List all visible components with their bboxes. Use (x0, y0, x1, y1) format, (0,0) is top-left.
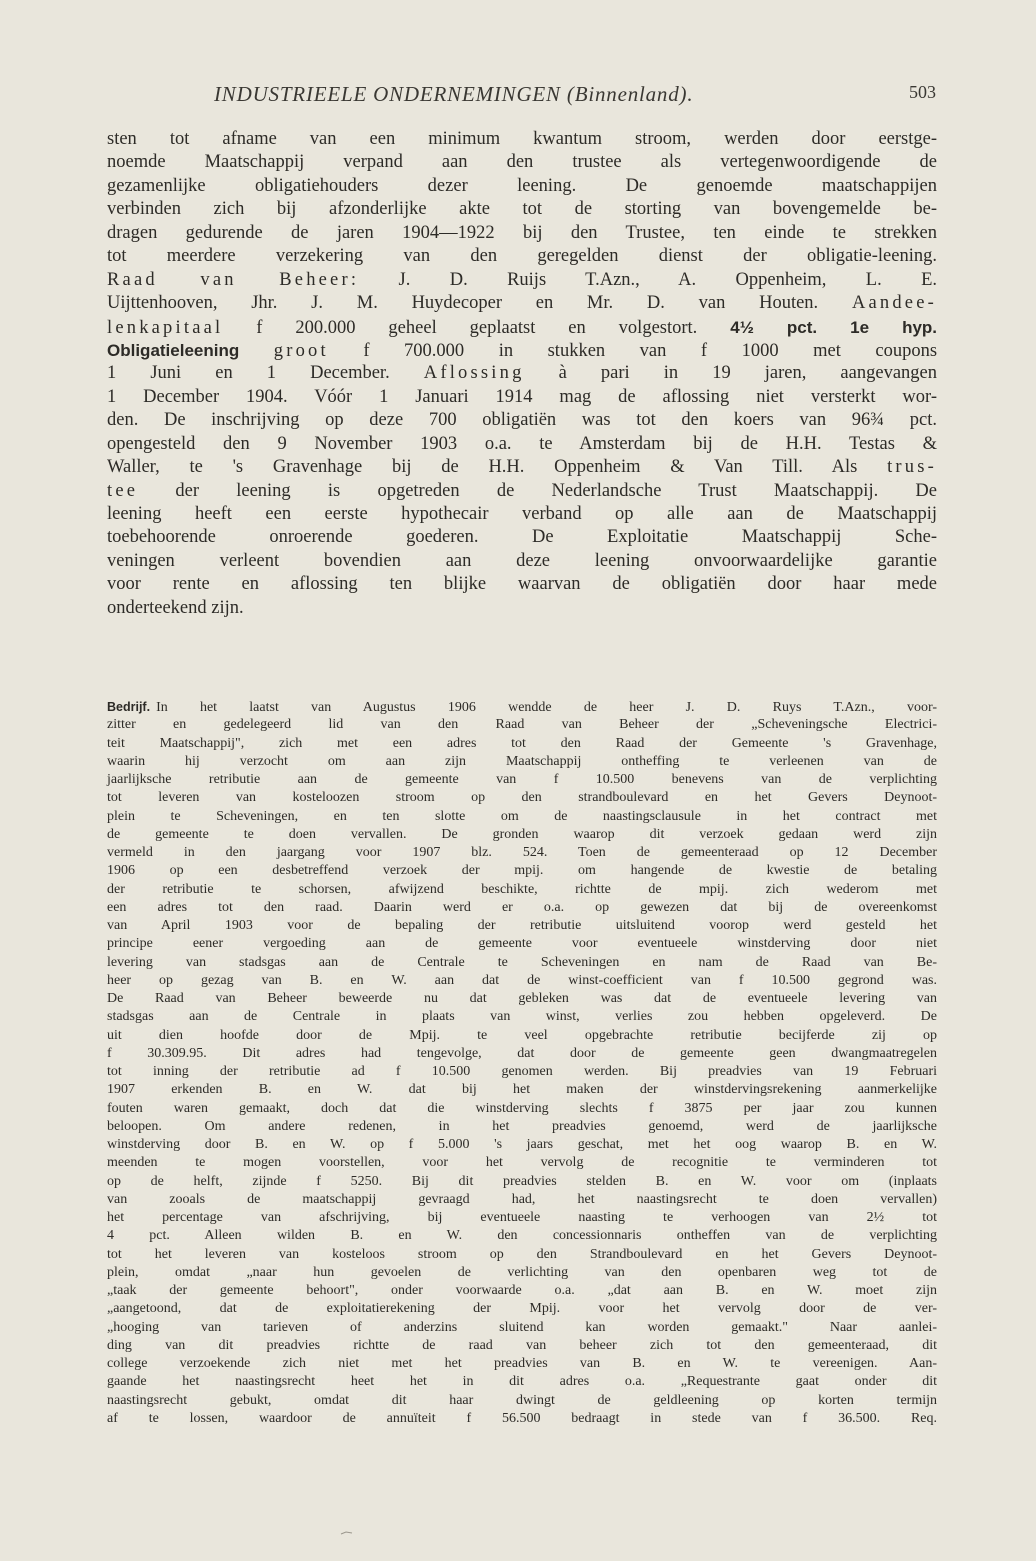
text-line-small: zitter en gedelegeerd lid van den Raad van Beheer der „Scheveningsche Electrici- (107, 717, 937, 733)
text-line: den. De inschrijving op deze 700 obligatiën was tot den koers van 96¾ pct. (107, 410, 937, 431)
text-line: voor rente en aflossing ten blijke waarvan de obligatiën door haar mede (107, 574, 937, 595)
text-line: tot meerdere verzekering van den geregelden dienst der obligatie-leening. (107, 246, 937, 267)
text-line-small: stadsgas aan de Centrale in plaats van winst, verlies zou hebben opgeleverd. De (107, 1009, 937, 1025)
text-line: sten tot afname van een minimum kwantum stroom, werden door eerstge- (107, 129, 937, 149)
page-number: 503 (909, 82, 936, 102)
text-line-small: het percentage van afschrijving, bij eventueele naasting te verhoogen van 2½ tot (107, 1210, 937, 1225)
obligatieleening-heading: Obligatieleening (107, 340, 240, 360)
aflossing-value: à pari in 19 jaren, aangevangen (558, 363, 937, 384)
text-line-small: college verzoekende zich niet met het preadvies van B. en W. te vereenigen. Aan- (107, 1356, 937, 1371)
text-line (107, 480, 937, 503)
text-line-small: uit dien hoofde door de Mpij. te veel opgebrachte retributie becijferde zij op (107, 1027, 937, 1043)
text-line-small: ding van dit preadvies richtte de raad van beheer zich tot den gemeenteraad, dit (107, 1337, 937, 1353)
text-line: gezamenlijke obligatiehouders dezer leening. De genoemde maatschappijen (107, 175, 937, 196)
trustee-text: der leening is opgetreden de Nederlandsche Trust Maatschappij. De (175, 480, 937, 501)
text-line-small: „aangetoond, dat de exploitatierekening der Mpij. voor het vervolg door de ver- (107, 1301, 937, 1317)
text-line-small: De Raad van Beheer beweerde nu dat gebleken was dat de eventueele levering van (107, 991, 937, 1006)
text-line (107, 292, 937, 315)
text-line (107, 339, 937, 362)
text-line: leening heeft een eerste hypothecair verband op alle aan de Maatschappij (107, 504, 937, 524)
text-line: 1 December 1904. Vóór 1 Januari 1914 mag de aflossing niet versterkt wor- (107, 386, 937, 407)
kapitaal-value: f 200.000 geheel geplaatst en volgestort. (256, 317, 698, 338)
text-line-small: af te lossen, waardoor de annuïteit f 56.500 bedraagt in stede van f 36.500. Req. (107, 1410, 937, 1426)
text-line-small: der retributie te schorsen, afwijzend beschikte, richtte de mpij. zich wederom met (107, 881, 937, 897)
text-line (107, 456, 937, 479)
text-line-small: meenden te mogen voorstellen, voor het vervolg de recognitie te verminderen tot (107, 1155, 937, 1171)
raad-van-beheer-label: Raad van Beheer: (107, 269, 360, 290)
text-line-small: levering van stadsgas aan de Centrale te Scheveningen en nam de Raad van Be- (107, 954, 937, 970)
text-line-small: tot het leveren van kosteloos stroom op den Strandboulevard en het Gevers Deynoot- (107, 1246, 937, 1262)
text-line-small: jaarlijksche retributie aan de gemeente van f 10.500 benevens van de verplichting (107, 772, 937, 787)
text-line (107, 362, 937, 385)
hyp-heading: 4½ pct. 1e hyp. (730, 317, 938, 337)
aflossing-label: Aflossing (423, 363, 525, 384)
running-title: INDUSTRIEELE ONDERNEMINGEN (Binnenland). (214, 82, 694, 106)
ink-speck (340, 1530, 354, 1536)
text-line-small: gaande het naastingsrecht heet het in dit adres o.a. „Requestrante gaat onder dit (107, 1374, 937, 1390)
main-paragraph (107, 128, 937, 620)
trustee-label-part1: trus- (887, 457, 937, 478)
page-header (108, 76, 936, 116)
text-line-small: 1907 erkenden B. en W. dat bij het maken der winstdervingsrekening aanmerkelijke (107, 1082, 937, 1098)
text-line (107, 316, 937, 339)
bedrijf-section (107, 698, 937, 1428)
text-line: toebehoorende onroerende goederen. De Exploitatie Maatschappij Sche- (107, 527, 937, 548)
text-line: verbinden zich bij afzonderlijke akte tot de storting van bovengemelde be- (107, 199, 937, 220)
text-line-small: plein, omdat „naar hun gevoelen de verlichting van den openbaren weg tot de (107, 1264, 937, 1280)
text-line-small: 1906 op een desbetreffend verzoek der mpij. om hangende de kwestie de betaling (107, 863, 937, 879)
text-line-small: f 30.309.95. Dit adres had tengevolge, dat door de gemeente geen dwangmaatregelen (107, 1045, 937, 1061)
groot-value: f 700.000 in stukken van f 1000 met coupons (363, 340, 938, 361)
text-line-small: 4 pct. Alleen wilden B. en W. den concessionnaris ontheffen van de verplichting (107, 1228, 937, 1244)
text-line-small: „hooging van tarieven of anderzins sluitend kan worden gemaakt." Naar aanlei- (107, 1319, 937, 1335)
text-line-small: winstderving door B. en W. op f 5.000 's jaars geschat, met het oog waarop B. en W. (107, 1137, 937, 1152)
text-line-small: waarin hij verzocht om aan zijn Maatschappij ontheffing te verleenen van de (107, 753, 937, 769)
text-line-small: naastingsrecht gebukt, omdat dit haar dwingt de geldleening op korten termijn (107, 1392, 937, 1408)
groot-label: groot (273, 340, 329, 361)
text-line-small: tot leveren van kosteloozen stroom op den strandboulevard en het Gevers Deynoot- (107, 790, 937, 806)
text-line: onderteekend zijn. (107, 597, 244, 618)
text-line-small (107, 698, 937, 716)
text-line-small: op de helft, zijnde f 5250. Bij dit preadvies stelden B. en W. voor om (inplaats (107, 1173, 937, 1189)
text-line-small: principe eener vergoeding aan de gemeente voor eventueele winstderving door niet (107, 936, 937, 952)
text-line-small: „taak der gemeente behoort", onder voorwaarde o.a. „dat aan B. en W. moet zijn (107, 1283, 937, 1298)
text-line-small: teit Maatschappij", zich met een adres tot den Raad der Gemeente 's Gravenhage, (107, 735, 937, 751)
text-line-small: tot inning der retributie ad f 10.500 genomen werden. Bij preadvies van 19 Februari (107, 1064, 937, 1079)
small-text: In het laatst van Augustus 1906 wendde de heer J. D. Ruys T.Azn., voor- (156, 700, 937, 715)
text-line: dragen gedurende de jaren 1904—1922 bij den Trustee, ten einde te strekken (107, 222, 937, 243)
bedrijf-heading: Bedrijf. (107, 700, 151, 714)
text-line-small: de gemeente te doen vervallen. De gronden waarop dit verzoek gedaan werd zijn (107, 826, 937, 842)
text-line: opengesteld den 9 November 1903 o.a. te Amsterdam bij de H.H. Testas & (107, 433, 937, 454)
aandeelenkapitaal-label-part1: Aandee- (851, 293, 937, 314)
text-line-small: een adres tot den raad. Daarin werd er o.a. op gewezen dat bij de overeenkomst (107, 899, 937, 915)
text-line: veningen verleent bovendien aan deze leening onvoorwaardelijke garantie (107, 550, 937, 571)
text-line: noemde Maatschappij verpand aan den trustee als vertegenwoordigende de (107, 152, 937, 173)
text-line-small: fouten waren gemaakt, doch dat die winstderving slechts f 3875 per jaar zou kunnen (107, 1100, 937, 1116)
text-line-small: van zooals de maatschappij gevraagd had, het naastingsrecht te doen vervallen) (107, 1191, 937, 1207)
text-line-small: heer op gezag van B. en W. aan dat de winst-coefficient van f 10.500 gegrond was. (107, 972, 937, 988)
coupon-dates: 1 Juni en 1 December. (107, 363, 390, 384)
text-line-small: plein te Scheveningen, en ten slotte om de naastingsclausule in het contract met (107, 808, 937, 824)
raad-members: J. D. Ruijs T.Azn., A. Oppenheim, L. E. (398, 269, 938, 290)
aandeelenkapitaal-label-part2: lenkapitaal (107, 317, 224, 338)
trustee-label-part2: tee (107, 480, 139, 501)
text-line-small: vermeld in den jaargang voor 1907 blz. 524. Toen de gemeenteraad op 12 December (107, 845, 937, 860)
text-line-small: beloopen. Om andere redenen, in het preadvies genoemd, werd de jaarlijksche (107, 1118, 937, 1134)
text-line-raad (107, 269, 937, 292)
raad-members-cont: Uijttenhooven, Jhr. J. M. Huydecoper en Mr. D. van Houten. (107, 293, 819, 314)
waller-text: Waller, te 's Gravenhage bij de H.H. Oppenheim & Van Till. Als (107, 457, 858, 478)
text-line-small: van April 1903 voor de bepaling der retributie uitsluitend voorop werd gesteld het (107, 918, 937, 933)
